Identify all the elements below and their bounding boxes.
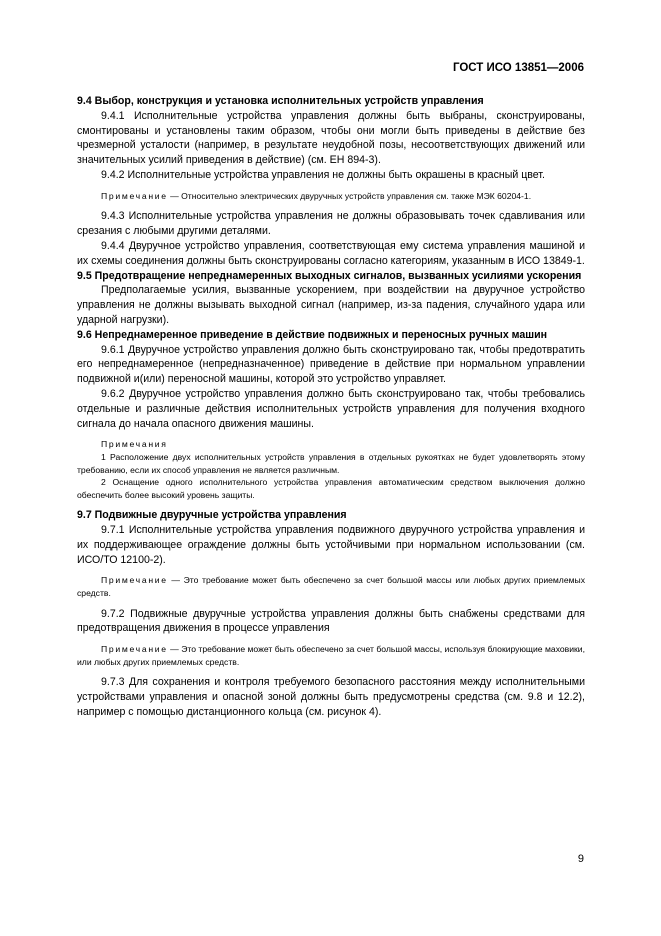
notes-label: Примечания — [101, 439, 168, 450]
paragraph-9-4-3: 9.4.3 Исполнительные устройства управления не должны образовывать точек сдавливания или срезания с любыми другими деталями. — [77, 210, 585, 238]
document-body — [77, 94, 585, 720]
note-label: Примечание — [101, 190, 168, 201]
note-text: — Относительно электрических двуручных устройств управления см. также МЭК 60204-1. — [167, 190, 532, 201]
paragraph-9-4-2: 9.4.2 Исполнительные устройства управления не должны быть окрашены в красный цвет. — [101, 168, 545, 181]
note-9-4-2 — [77, 190, 585, 203]
paragraph-9-7-3: 9.7.3 Для сохранения и контроля требуемого безопасного расстояния между исполнительными устройствами управления и опасной зоной должны быть предусмотрены средства (см. 9.8 и 12.2), например с помощью дистанционного кольца (см. рисунок 4). — [77, 676, 585, 719]
document-header: ГОСТ ИСО 13851—2006 — [452, 62, 584, 74]
paragraph-9-6-2: 9.6.2 Двуручное устройство управления должно быть сконструировано так, чтобы требовались отдельные и различные действия исполнительных устройств управления для получения входного сигнала до начала опасного движения машины. — [77, 387, 585, 430]
section-heading-9-7: 9.7 Подвижные двуручные устройства управления — [77, 509, 347, 522]
paragraph-9-4-1: 9.4.1 Исполнительные устройства управления должны быть выбраны, сконструированы, смонтированы и установлены таким образом, чтобы они могли быть приведены в действие без чрезмерной усталости (например, в результате неудобной позы, несоответствующих движений или значительных усилий приведения в действие) (см. ЕН 894-3). — [77, 109, 585, 167]
section-heading-9-5: 9.5 Предотвращение непреднамеренных выходных сигналов, вызванных усилиями ускорения — [77, 269, 582, 282]
paragraph-9-6-1: 9.6.1 Двуручное устройство управления должно быть сконструировано так, чтобы предотвратить его непреднамеренное (непредназначенное) приведение в действие при нормальном управлении подвижной и(или) переносной машины, которой это устройство управляет. — [77, 343, 585, 386]
paragraph-9-7-1: 9.7.1 Исполнительные устройства управления подвижного двуручного устройства управления и их поддерживающее ограждение должны быть устойчивыми при нормальном использовании (см. ИСО/ТО 12100-2). — [77, 524, 585, 566]
note-label: Примечание — [101, 644, 168, 655]
paragraph-9-5: Предполагаемые усилия, вызванные ускорением, при воздействии на двуручное устройство управления не должны вызывать выходной сигнал (например, из-за падения, случайного удара или ударной нагрузки). — [77, 284, 585, 326]
paragraph-9-4-4: 9.4.4 Двуручное устройство управления, соответствующая ему система управления машиной и их схемы соединения должны быть сконструированы согласно категориям, указанным в ИСО 13849-1. — [77, 239, 585, 267]
note-text: — Это требование может быть обеспечено за счет большой массы или любых других приемлемых средств. — [77, 575, 585, 599]
paragraph-9-7-2: 9.7.2 Подвижные двуручные устройства управления должны быть снабжены средствами для предотвращения движения в процессе управления — [77, 607, 585, 635]
section-heading-9-6: 9.6 Непреднамеренное приведение в действие подвижных и переносных ручных машин — [77, 328, 547, 341]
note-9-6-1: 1 Расположение двух исполнительных устройств управления в отдельных рукоятках не будет удовлетворять этому требованию, если их способ управления не является различным. — [77, 451, 585, 475]
note-9-6-2: 2 Оснащение одного исполнительного устройства управления автоматическим средством выключения должно обеспечить более высокий уровень защиты. — [77, 477, 585, 500]
notes-heading — [77, 438, 585, 451]
page-number: 9 — [577, 853, 584, 865]
note-9-7-2 — [77, 643, 585, 668]
note-text: — Это требование может быть обеспечено за счет большой массы, используя блокирующие маховики, или любых других приемлемых средств. — [77, 644, 585, 667]
note-label: Примечание — [101, 575, 168, 586]
note-9-7-1 — [77, 574, 585, 599]
section-heading-9-4: 9.4 Выбор, конструкция и установка исполнительных устройств управления — [77, 95, 484, 107]
